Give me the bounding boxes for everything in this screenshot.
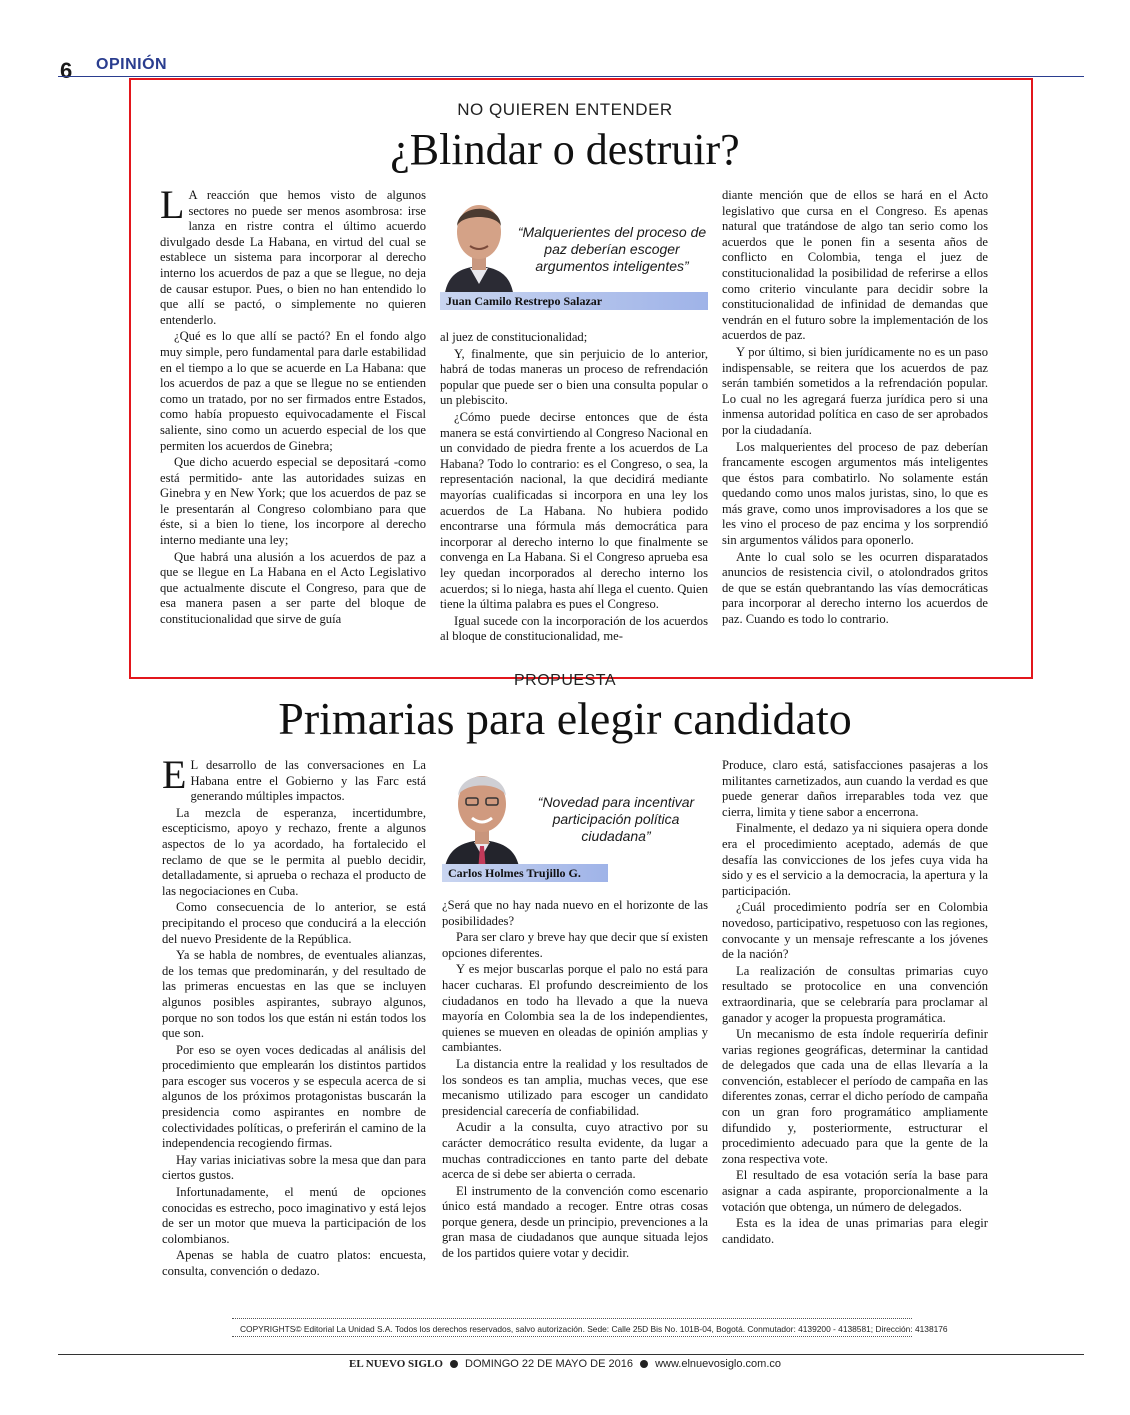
footer-url[interactable]: www.elnuevosiglo.com.co [655, 1358, 782, 1370]
article2-author: Carlos Holmes Trujillo G. [442, 864, 608, 882]
paragraph: Finalmente, el dedazo ya ni siquiera opera donde era el procedimiento aceptado, además de que desafía las convicciones de los jefes cuya vida ha sido y es el servicio a la democracia, la apertura y la participación. [722, 821, 988, 898]
paragraph: ¿Cómo puede decirse entonces que de ésta manera se está convirtiendo al Congreso Nacional en un convidado de piedra frente a los acuerdos de La Habana? Todo lo contrario: es el Congreso, o sea, la representación nacional, la que decidirá mediante mayorías cualificadas si incorpora en una ley los acuerdos de La Habana. No hubiera podido encontrarse una fórmula más democrática para incorporar al derecho interno lo que finalmente se convenga en La Habana. Si el Congreso aprueba esa ley quedan incorporados al derecho interno los acuerdos; si lo niega, hasta ahí llega el cuento. Quien tiene la última palabra es pues el Congreso. [440, 409, 708, 612]
header-rule [58, 76, 1084, 77]
paragraph: Que dicho acuerdo especial se depositará -como está permitido- ante las autoridades suizas en Ginebra y en New York; que los acuerdos de paz se le presentarán al Congreso colombiano para que éste, si a bien lo tiene, los incorpore al derecho interno mediante una ley; [160, 455, 426, 548]
paragraph: Para ser claro y breve hay que decir que sí existen opciones diferentes. [442, 930, 708, 960]
paragraph: Apenas se habla de cuatro platos: encuesta, consulta, convención o dedazo. [162, 1248, 426, 1278]
paragraph: El instrumento de la convención como escenario único está mandado a recoger. Entre otras cosas porque genera, desde un principio, prevenciones a la gran masa de ciudadanos que aunque situada lejos de los partidos quiere votar y decidir. [442, 1183, 708, 1261]
footer-date: DOMINGO 22 DE MAYO DE 2016 [465, 1358, 633, 1370]
section-title: OPINIÓN [96, 56, 168, 73]
paragraph: Igual sucede con la incorporación de los acuerdos al bloque de constitucionalidad, me- [440, 613, 708, 644]
article2-quote: “Novedad para incentivar participación política ciudadana” [537, 794, 695, 844]
paragraph: La mezcla de esperanza, incertidumbre, escepticismo, apoyo y rechazo, frente a algunos aspectos de lo ya acordado, ha fortalecido el reclamo de que se le permita al pueblo decidir, detalladamente, si aprueba o rechaza el producto de las negociaciones en Cuba. [162, 805, 426, 898]
paragraph: La distancia entre la realidad y los resultados de los sondeos es tan amplia, muchas veces, que ese mecanismo utilizado para escoger un candidato presidencial carecería de confiabilidad. [442, 1056, 708, 1118]
footer-rule [58, 1354, 1084, 1355]
paragraph: Acudir a la consulta, cuyo atractivo por su carácter democrático resulta evidente, da lugar a muchas contradicciones en tanto parte del debate acerca de si debe ser abierta o cerrada. [442, 1120, 708, 1182]
paragraph: Y es mejor buscarlas porque el palo no está para hacer cucharas. El profundo descreimiento de los ciudadanos en todo ha llevado a que la nueva mayoría en Colombia sea la de los independientes, quienes se mueven en oleadas de opinión amplias y cambiantes. [442, 962, 708, 1055]
dropcap: E [162, 758, 187, 797]
paragraph: La realización de consultas primarias cuyo resultado se protocolice en una convención extraordinaria, que se celebraría para proclamar al ganador y acoger la propuesta programática. [722, 963, 988, 1025]
paragraph: ¿Será que no hay nada nuevo en el horizonte de las posibilidades? [442, 898, 708, 928]
paragraph: Ante lo cual solo se les ocurren disparatados anuncios de resistencia civil, o atolondrados gritos de que se están quebrantando las vías democráticas para incorporar al derecho interno los acuerdos de paz. Cuando es todo lo contrario. [722, 549, 988, 627]
paragraph: ¿Cuál procedimiento podría ser en Colombia novedoso, participativo, respetuoso con las regiones, convocante y un mensaje refrescante a los jóvenes de la nación? [722, 900, 988, 962]
bullet-icon [450, 1360, 458, 1368]
paragraph: Que habrá una alusión a los acuerdos de paz a que se llegue en La Habana en el Acto Legislativo que actualmente discute el Congreso, para que de esa manera pasen a ser parte del bloque de constitucionalidad que sirve de guía [160, 549, 426, 627]
paragraph: Un mecanismo de esta índole requeriría definir varias regiones geográficas, determinar la cantidad de delegados que cada una de ellas llevaría a la convención, establecer el período de campaña en las diferentes zonas, cerrar el dicho período de campaña con un gran foro programático ampliamente difundido y, posteriormente, estructurar el procedimiento adecuado para que la gente de la zona respectiva vote. [722, 1027, 988, 1166]
dotted-rule [232, 1336, 912, 1337]
paragraph: Y, finalmente, que sin perjuicio de lo anterior, habrá de todas maneras un proceso de refrendación popular que puede ser o bien una consulta popular o un plebiscito. [440, 346, 708, 408]
paragraph: Los malquerientes del proceso de paz deberían francamente escogen argumentos más inteligentes que éstos para combatirlo. No solamente están quedando como unos malos juristas, sino, lo que es más grave, como unos improvisadores a los que se les vino el proceso de paz encima y los sorprendió sin argumentos válidos para oponerlo. [722, 439, 988, 548]
article2-kicker: PROPUESTA [514, 672, 616, 689]
article1-quote: “Malquerientes del proceso de paz deberían escoger argumentos inteligentes” [517, 224, 707, 274]
paragraph: Infortunadamente, el menú de opciones conocidas es estrecho, poco imaginativo y está lejos de ser un motor que mueva la participación de los colombianos. [162, 1185, 426, 1246]
dotted-rule [232, 1318, 912, 1319]
bullet-icon [640, 1360, 648, 1368]
article2-col1 [162, 758, 426, 1310]
paragraph: A reacción que hemos visto de algunos sectores no puede ser menos asombrosa: irse lanza en ristre contra el último acuerdo divulgado desde La Habana, en virtud del cual se establece un sistema para incorporar al derecho interno los acuerdos de paz a que se llegue, no deja de causar estupor. Pues, o bien no han entendido lo que allí se pactó, o simplemente no quieren entenderlo. [160, 188, 426, 327]
paragraph: L desarrollo de las conversaciones en La Habana entre el Gobierno y las Farc está generando múltiples impactos. [190, 758, 426, 804]
footer-brand: EL NUEVO SIGLO [348, 1358, 443, 1370]
paragraph: al juez de constitucionalidad; [440, 330, 588, 344]
highlight-box [129, 78, 1033, 679]
article1-headline: ¿Blindar o destruir? [390, 125, 740, 174]
copyright-line: COPYRIGHTS© Editorial La Unidad S.A. Todos los derechos reservados, salvo autorización. Sede: Calle 25D Bis No. 101B-04, Bogotá. Conmutador: 4139200 - 4138581; Dirección: 4138176 [240, 1324, 948, 1334]
paragraph: Hay varias iniciativas sobre la mesa que dan para ciertos gustos. [162, 1152, 426, 1183]
paragraph: ¿Qué es lo que allí se pactó? En el fondo algo muy simple, pero fundamental para darle estabilidad en el tiempo a lo que se acuerde en La Habana: que los acuerdos de paz a que se llegue no se entienden como un tratado, por no ser firmados entre Estados, como había propuesto equivocadamente el Fiscal saliente, sino como un acuerdo especial de los que permiten los acuerdos de Ginebra; [160, 329, 426, 453]
article2-col2 [442, 898, 708, 1310]
article2-headline: Primarias para elegir candidato [278, 693, 852, 744]
paragraph: Esta es la idea de unas primarias para elegir candidato. [722, 1216, 988, 1246]
paragraph: Por eso se oyen voces dedicadas al análisis del procedimiento que emplearán los distintos partidos para escoger sus voceros y se especula acerca de si algunos de los próximos protagonistas buscarán la presidencia como aspirantes en nombre de colectividades políticas, o preferirán el camino de la independencia recogiendo firmas. [162, 1042, 426, 1151]
author-portrait [442, 756, 522, 874]
paragraph: diante mención que de ellos se hará en el Acto legislativo que cursa en el Congreso. Es apenas natural que tratándose de algo tan serio como los acuerdos que le ponen fin a sesenta años de conflicto en Colombia, tenga el juez de constitucionalidad la posibilidad de referirse a ellos como criterio vinculante para decidir sobre la constitucionalidad de infinidad de demandas que vendrán en el futuro sobre la implementación de los acuerdos de paz. [722, 188, 988, 343]
paragraph: El resultado de esa votación sería la base para asignar a cada aspirante, proporcionalmente a la votación que obtenga, un número de delegados. [722, 1168, 988, 1214]
footer [0, 1358, 1130, 1370]
article1-author: Juan Camilo Restrepo Salazar [440, 292, 708, 310]
article1-kicker: NO QUIEREN ENTENDER [457, 100, 673, 119]
dropcap: L [160, 188, 185, 227]
article2-pullquote [442, 756, 708, 884]
paragraph: Como consecuencia de lo anterior, se está precipitando el proceso que conducirá a la elección del nuevo Presidente de la República. [162, 900, 426, 946]
paragraph: Ya se habla de nombres, de eventuales alianzas, de los temas que predominarán, y del resultado de las primeras encuestas en las que se incluyen algunos posibles aspirantes, subrayo algunos, porque no son todos los que están ni están todos los que son. [162, 948, 426, 1041]
paragraph: Produce, claro está, satisfacciones pasajeras a los militantes carnetizados, aun cuando la verdad es que puede generar daños irreparables toda vez que cierra, limita y tiene sabor a encerrona. [722, 758, 988, 819]
page-number: 6 [60, 58, 73, 83]
article2-col3 [722, 758, 988, 1310]
paragraph: Y por último, si bien jurídicamente no es un paso indispensable, se reitera que los acuerdos de paz serán también sometidos a la refrendación popular. Lo cual no les agregará fuerza jurídica pero si una inmensa autoridad política en caso de ser aprobados por la ciudadanía. [722, 344, 988, 437]
